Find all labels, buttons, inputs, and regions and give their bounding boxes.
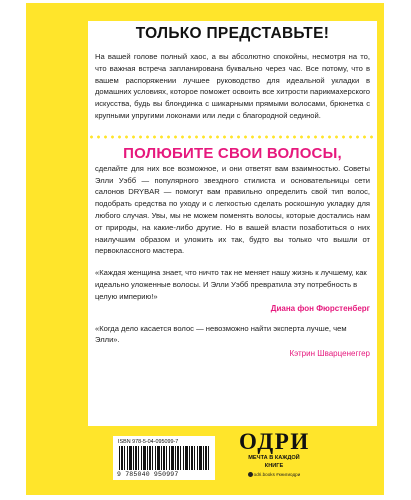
body-paragraph: сделайте для них все возможное, и они ответят вам взаимностью. Советы Элли Уэбб — популярного звездного стилиста и основательницы сети салонов DRYBAR — помогут вам правильно определить свой тип волос, подобрать средства по уходу и с легкостью сделать роскошную укладку для любого случая. Увы, мы не можем поменять волосы, которые достались нам от природы, на какие-либо другие. Но в вашей власти позаботиться о них наилучшим образом и уложить их так, будто вы только что вышли от первоклассного мастера. — [95, 163, 370, 256]
cover-title: ТОЛЬКО ПРЕДСТАВЬТЕ! — [135, 25, 330, 42]
publisher-brand — [239, 430, 309, 485]
publisher-social — [239, 472, 309, 477]
dotted-divider — [88, 134, 377, 140]
publisher-slogan-line2: КНИГЕ — [264, 463, 284, 469]
section-subtitle: ПОЛЮБИТЕ СВОИ ВОЛОСЫ, — [123, 144, 342, 162]
text-panel — [88, 21, 377, 426]
publisher-logo: ОДРИ — [239, 429, 310, 454]
barcode-icon — [119, 446, 209, 470]
publisher-slogan-line1: МЕЧТА В КАЖДОЙ — [248, 455, 300, 461]
book-back-cover — [26, 3, 384, 495]
isbn-label: ISBN 978-5-04-095099-7 — [118, 439, 179, 445]
quote-furstenberg: «Каждая женщина знает, что ничто так не меняет нашу жизнь к лучшему, как идеально уложенные волосы. И Элли Уэбб превратила эту потребность в целую империю!» — [95, 268, 367, 301]
barcode-digits: 9 785040 950997 — [117, 471, 179, 478]
instagram-icon — [248, 472, 253, 477]
barcode-block — [113, 436, 215, 480]
quote-author-furstenberg: Диана фон Фюрстенберг — [270, 303, 370, 313]
intro-paragraph: На вашей голове полный хаос, а вы абсолютно спокойны, несмотря на то, что важная встреча запланирована буквально через час. Все потому, что в вашем распоряжении лучшее руководство для идеальной укладки в домашних условиях, которое поможет освоить все хитрости парикмахерского искусства, будь вы блондинка с шикарными прямыми волосами, брюнетка с крупными упругими локонами или леди с благородной сединой. — [95, 52, 371, 120]
publisher-social-text: odri.books #книгиодри — [253, 472, 301, 477]
quote-schwarzenegger: «Когда дело касается волос — невозможно найти эксперта лучше, чем Элли». — [95, 323, 347, 345]
quote-author-schwarzenegger: Кэтрин Шварценеггер — [289, 349, 370, 359]
